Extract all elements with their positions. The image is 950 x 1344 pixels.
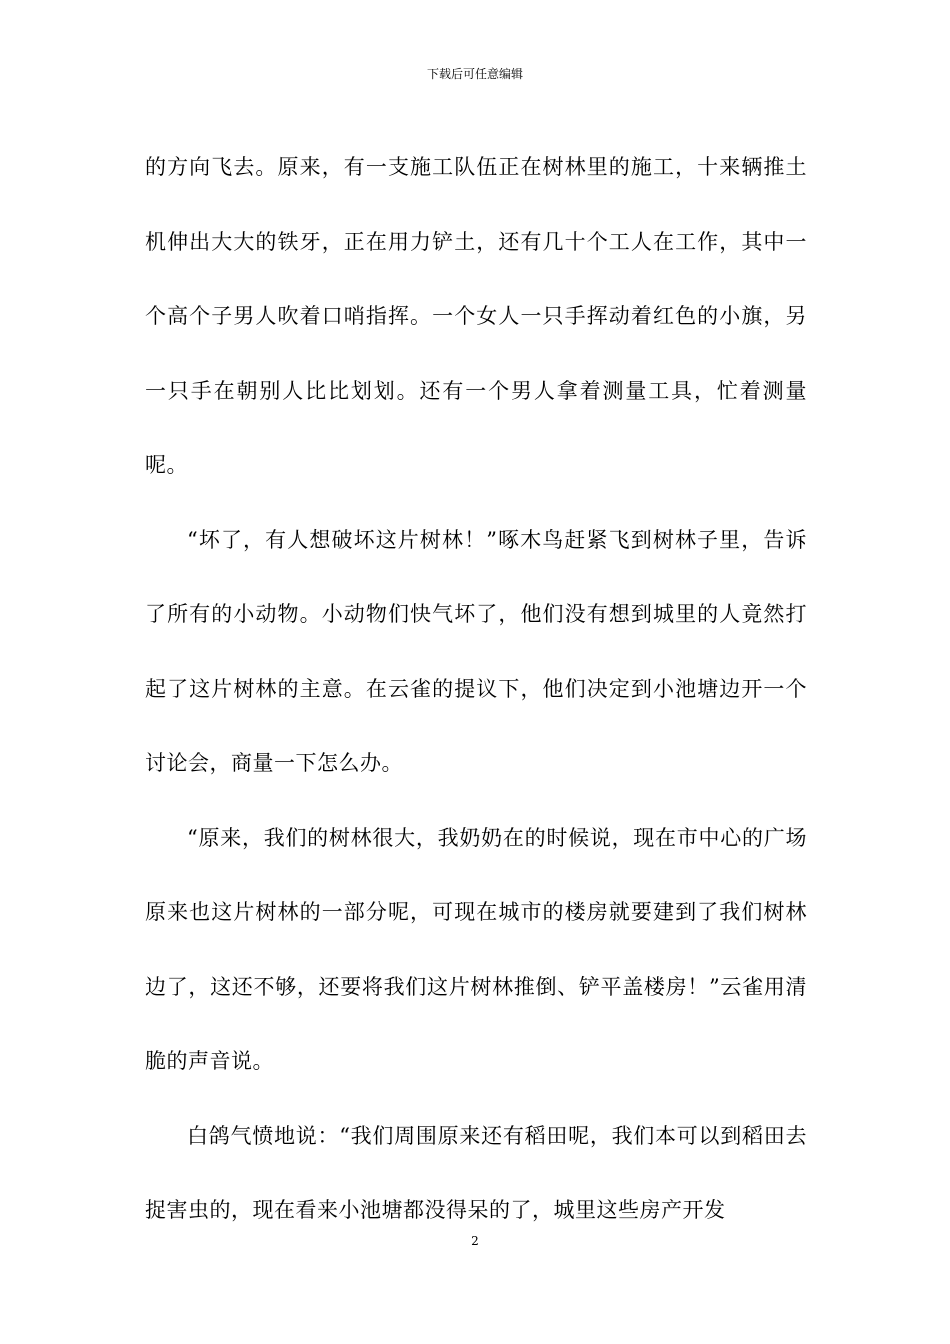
page-header: 下载后可任意编辑 (426, 67, 523, 81)
paragraph-2: “坏了，有人想破坏这片树林！”啄木鸟赶紧飞到树林子里，告诉了所有的小动物。小动物们快气坏了，他们没有想到城里的人竟然打起了这片树林的主意。在云雀的提议下，他们决定到小池塘边开一个讨论会，商量一下怎么办。 (145, 527, 807, 775)
paragraph-4: 白鸽气愤地说：“我们周围原来还有稻田呢，我们本可以到稻田去捉害虫的，现在看来小池塘都没得呆的了，城里这些房产开发 (145, 1123, 807, 1222)
paragraph-3: “原来，我们的树林很大，我奶奶在的时候说，现在市中心的广场原来也这片树林的一部分呢，可现在城市的楼房就要建到了我们树林边了，这还不够，还要将我们这片树林推倒、铲平盖楼房！”云雀用清脆的声音说。 (145, 825, 807, 1073)
page-number: 2 (471, 1234, 479, 1248)
paragraph-1: 的方向飞去。原来，有一支施工队伍正在树林里的施工，十来辆推土机伸出大大的铁牙，正在用力铲土，还有几十个工人在工作，其中一个高个子男人吹着口哨指挥。一个女人一只手挥动着红色的小旗，另一只手在朝别人比比划划。还有一个男人拿着测量工具，忙着测量呢。 (145, 155, 807, 477)
body-text (145, 130, 807, 1248)
